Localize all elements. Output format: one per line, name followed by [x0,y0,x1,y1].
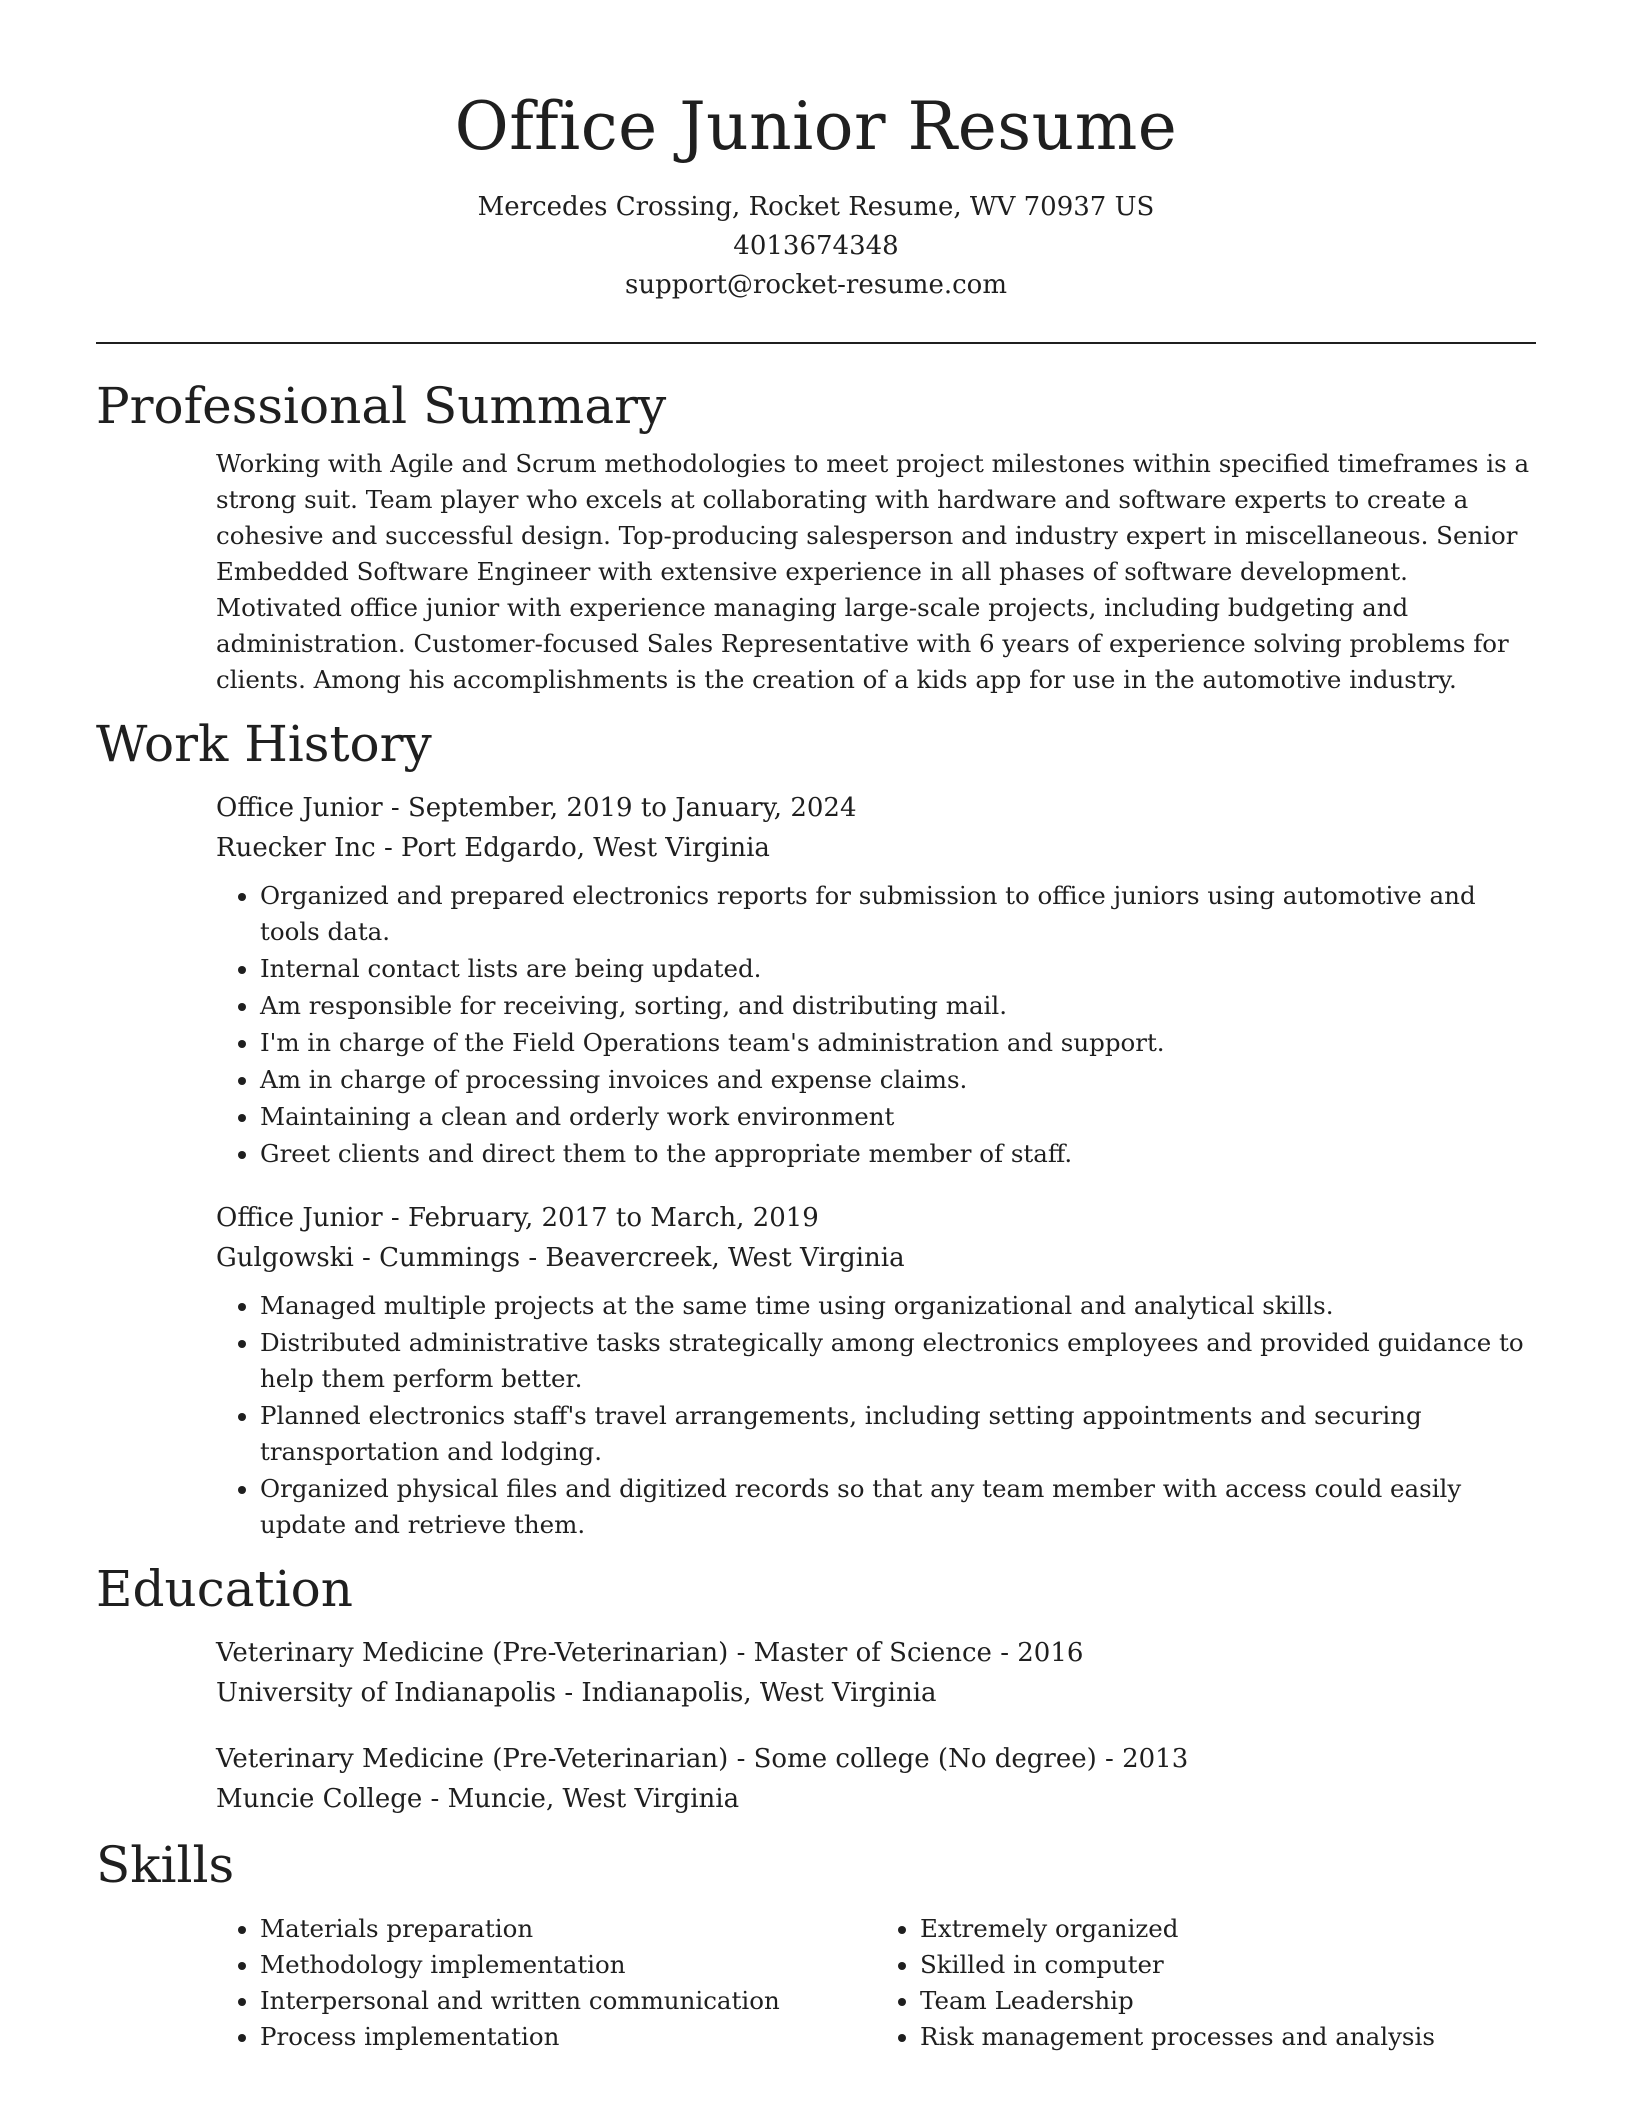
job-entry [216,1198,1536,1543]
education-degree: Veterinary Medicine (Pre-Veterinarian) - Master of Science [216,1638,992,1668]
education-year: - 2013 [1096,1744,1189,1774]
job-position: Office Junior [216,1203,383,1233]
skill-item: • Process implementation [260,2019,876,2055]
job-duties-list [216,878,1536,1172]
list-item: • Organized and prepared electronics reports for submission to office juniors using automotive and tools data. [260,878,1536,950]
education-degree: Veterinary Medicine (Pre-Veterinarian) - Some college (No degree) [216,1744,1097,1774]
list-item: • I'm in charge of the Field Operations team's administration and support. [260,1025,1536,1061]
job-company-line [216,1238,1536,1278]
job-company: Ruecker Inc [216,833,376,863]
skill-item: • Materials preparation [260,1911,876,1947]
header-divider [96,342,1536,344]
education-school: University of Indianapolis [216,1678,557,1708]
list-item: • Managed multiple projects at the same time using organizational and analytical skills. [260,1288,1536,1324]
skill-item: • Skilled in computer [920,1947,1536,1983]
phone-number: 4013674348 [733,231,899,261]
list-item: • Am in charge of processing invoices and expense claims. [260,1062,1536,1098]
education-section [96,1557,1536,1819]
skills-section [96,1833,1536,2055]
education-degree-line [216,1739,1536,1779]
section-title-education: Education [96,1560,353,1618]
skill-item: • Risk management processes and analysis [920,2019,1536,2055]
job-title-line [216,788,1536,828]
skill-item: • Extremely organized [920,1911,1536,1947]
job-dates: - September, 2019 to January, 2024 [382,793,857,823]
list-item: • Organized physical files and digitized records so that any team member with access could easily update and retrieve them. [260,1471,1536,1543]
job-title-line [216,1198,1536,1238]
education-school: Muncie College [216,1784,423,1814]
skill-item: • Team Leadership [920,1983,1536,2019]
education-location: - Indianapolis, West Virginia [556,1678,937,1708]
resume-page [96,0,1536,2055]
skill-item: • Methodology implementation [260,1947,876,1983]
education-year: - 2016 [991,1638,1084,1668]
list-item: • Greet clients and direct them to the appropriate member of staff. [260,1136,1536,1172]
list-item: • Planned electronics staff's travel arrangements, including setting appointments and securing transportation and lodging. [260,1398,1536,1470]
job-duties-list [216,1288,1536,1543]
resume-title: Office Junior Resume [454,88,1178,165]
job-dates: - February, 2017 to March, 2019 [382,1203,819,1233]
job-location: - Port Edgardo, West Virginia [375,833,770,863]
education-school-line [216,1673,1536,1713]
section-title-work-history: Work History [96,715,432,773]
job-location: - Beavercreek, West Virginia [520,1243,905,1273]
list-item: • Internal contact lists are being updated. [260,951,1536,987]
skills-list-right [876,1911,1536,2055]
education-location: - Muncie, West Virginia [422,1784,740,1814]
education-degree-line [216,1633,1536,1673]
summary-text: Working with Agile and Scrum methodologies to meet project milestones within specified timeframes is a strong suit. Team player who excels at collaborating with hardware and software experts to create a cohesive and successful design. Top-producing salesperson and industry expert in miscellaneous. Senior Embedded Software Engineer with extensive experience in all phases of software development. Motivated office junior with experience managing large-scale projects, including budgeting and administration. Customer-focused Sales Representative with 6 years of experience solving problems for clients. Among his accomplishments is the creation of a kids app for use in the automotive industry. [216,449,1530,694]
education-entry [216,1739,1536,1819]
job-company: Gulgowski - Cummings [216,1243,521,1273]
resume-header [96,0,1536,305]
list-item: • Maintaining a clean and orderly work environment [260,1099,1536,1135]
job-entry [216,788,1536,1172]
section-title-summary: Professional Summary [96,377,667,435]
job-position: Office Junior [216,793,383,823]
education-school-line [216,1779,1536,1819]
list-item: • Distributed administrative tasks strategically among electronics employees and provided guidance to help them perform better. [260,1325,1536,1397]
email-address: support@rocket-resume.com [624,270,1007,300]
work-history-section [96,712,1536,1543]
contact-info [96,188,1536,305]
skills-list-left [216,1911,876,2055]
education-entry [216,1633,1536,1713]
skills-columns [216,1911,1536,2055]
skill-item: • Interpersonal and written communication [260,1983,876,2019]
summary-section [96,374,1536,698]
job-company-line [216,828,1536,868]
address: Mercedes Crossing, Rocket Resume, WV 70937 US [477,192,1155,222]
list-item: • Am responsible for receiving, sorting, and distributing mail. [260,988,1536,1024]
section-title-skills: Skills [96,1836,235,1894]
